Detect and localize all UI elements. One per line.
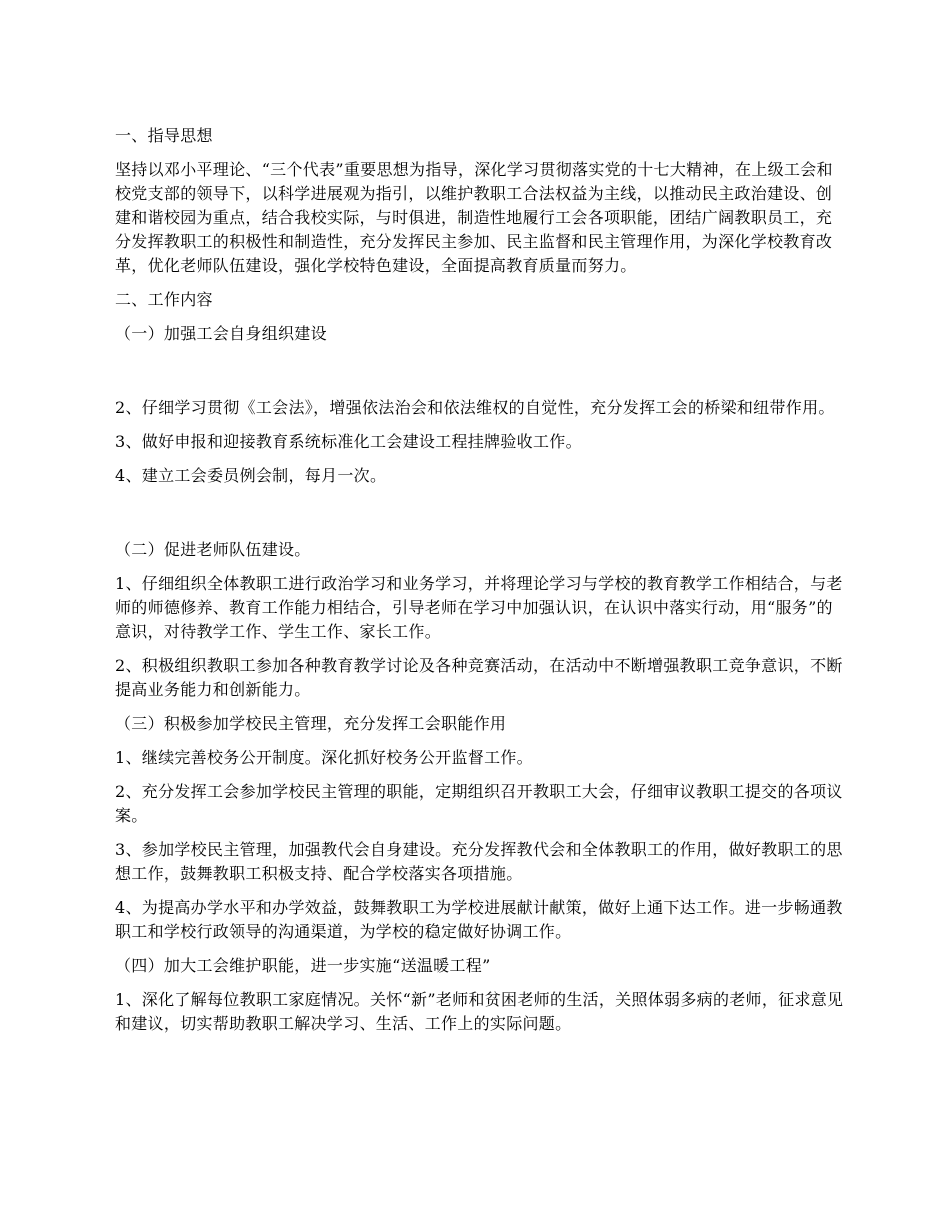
subsection-3-item: 3、参加学校民主管理，加强教代会自身建设。充分发挥教代会和全体教职工的作用，做好教职工的思想工作，鼓舞教职工积极支持、配合学校落实各项措施。	[115, 840, 843, 883]
subsection-2-title: （二）促进老师队伍建设。	[115, 540, 311, 559]
subsection-3-item: 1、继续完善校务公开制度。深化抓好校务公开监督工作。	[115, 748, 533, 767]
section-1-body: 坚持以邓小平理论、“三个代表”重要思想为指导，深化学习贯彻落实党的十七大精神，在上级工会和校党支部的领导下，以科学进展观为指引，以维护教职工合法权益为主线，以推动民主政治建设、创建和谐校园为重点，结合我校实际，与时俱进，制造性地履行工会各项职能，团结广阔教职员工，充分发挥教职工的积极性和制造性，充分发挥民主参加、民主监督和民主管理作用，为深化学校教育改革，优化老师队伍建设，强化学校特色建设，全面提高教育质量而努力。	[115, 160, 833, 275]
subsection-3-title: （三）积极参加学校民主管理，充分发挥工会职能作用	[115, 714, 507, 733]
subsection-1-item: 4、建立工会委员例会制，每月一次。	[115, 466, 387, 485]
section-1-title: 一、指导思想	[115, 126, 213, 145]
subsection-1-item: 2、仔细学习贯彻《工会法》，增强依法治会和依法维权的自觉性，充分发挥工会的桥梁和纽带作用。	[115, 398, 835, 417]
subsection-2-item: 2、积极组织教职工参加各种教育教学讨论及各种竞赛活动，在活动中不断增强教职工竞争意识，不断提高业务能力和创新能力。	[115, 656, 843, 699]
subsection-3-item: 4、为提高办学水平和办学效益，鼓舞教职工为学校进展献计献策，做好上通下达工作。进一步畅通教职工和学校行政领导的沟通渠道，为学校的稳定做好协调工作。	[115, 898, 843, 941]
section-2-title: 二、工作内容	[115, 290, 213, 309]
document-page	[115, 124, 845, 1036]
subsection-1-title: （一）加强工会自身组织建设	[115, 324, 327, 343]
subsection-3-item: 2、充分发挥工会参加学校民主管理的职能，定期组织召开教职工大会，仔细审议教职工提交的各项议案。	[115, 782, 843, 825]
subsection-2-item: 1、仔细组织全体教职工进行政治学习和业务学习，并将理论学习与学校的教育教学工作相结合，与老师的师德修养、教育工作能力相结合，引导老师在学习中加强认识，在认识中落实行动，用“服务”的意识，对待教学工作、学生工作、家长工作。	[115, 574, 843, 641]
subsection-4-title: （四）加大工会维护职能，进一步实施“送温暖工程”	[115, 956, 491, 975]
subsection-4-item: 1、深化了解每位教职工家庭情况。关怀“新”老师和贫困老师的生活，关照体弱多病的老师，征求意见和建议，切实帮助教职工解决学习、生活、工作上的实际问题。	[115, 990, 844, 1033]
subsection-1-item: 3、做好申报和迎接教育系统标准化工会建设工程挂牌验收工作。	[115, 432, 582, 451]
